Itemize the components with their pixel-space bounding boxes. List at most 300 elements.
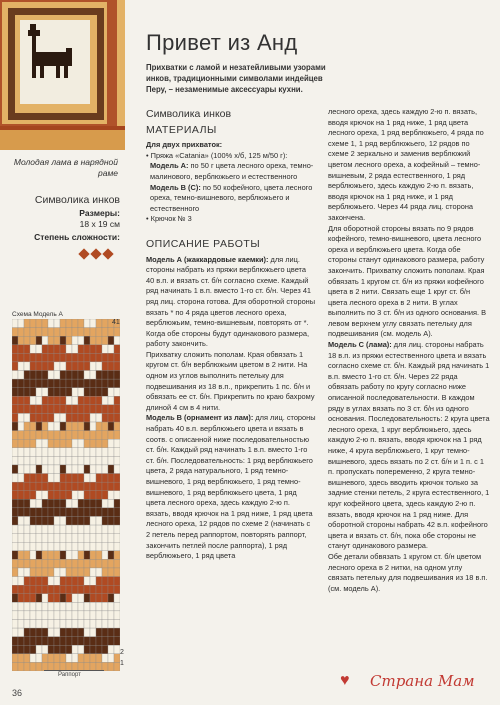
chart-cell [96, 345, 102, 354]
chart-cell [12, 465, 18, 474]
chart-cell [30, 345, 36, 354]
chart-cell [90, 585, 96, 594]
chart-cell [24, 353, 30, 362]
chart-cell [36, 413, 42, 422]
chart-cell [54, 371, 60, 380]
row-number-1: 1 [120, 660, 124, 667]
chart-cell [84, 568, 90, 577]
chart-cell [42, 602, 48, 611]
chart-cell [60, 516, 66, 525]
chart-cell [60, 379, 66, 388]
chart-cell [108, 619, 114, 628]
chart-cell [84, 499, 90, 508]
chart-cell [42, 542, 48, 551]
chart-cell [42, 448, 48, 457]
chart-cell [42, 345, 48, 354]
chart-cell [78, 491, 84, 500]
chart-cell [30, 491, 36, 500]
chart-cell [60, 362, 66, 371]
chart-cell [84, 474, 90, 483]
chart-cell [30, 353, 36, 362]
chart-cell [72, 619, 78, 628]
chart-cell [108, 405, 114, 414]
chart-cell [48, 628, 54, 637]
chart-cell [24, 345, 30, 354]
chart-cell [84, 319, 90, 328]
chart-cell [84, 345, 90, 354]
chart-cell [66, 336, 72, 345]
chart-cell [78, 405, 84, 414]
chart-cell [66, 508, 72, 517]
chart-cell [18, 508, 24, 517]
chart-cell [60, 431, 66, 440]
chart-cell [84, 551, 90, 560]
chart-cell [48, 637, 54, 646]
chart-cell [18, 353, 24, 362]
chart-cell [42, 465, 48, 474]
chart-cell [18, 499, 24, 508]
chart-cell [18, 654, 24, 663]
chart-cell [42, 508, 48, 517]
chart-cell [24, 628, 30, 637]
yarn-line: • Пряжа «Catania» (100% х/б, 125 м/50 г): [146, 150, 288, 160]
chart-cell [84, 336, 90, 345]
chart-cell [72, 482, 78, 491]
chart-cell [42, 439, 48, 448]
chart-cell [24, 456, 30, 465]
chart-cell [36, 422, 42, 431]
chart-cell [18, 413, 24, 422]
chart-cell [30, 379, 36, 388]
chart-cell [114, 345, 120, 354]
chart-cell [90, 336, 96, 345]
chart-cell [66, 577, 72, 586]
chart-cell [108, 662, 114, 671]
chart-cell [36, 336, 42, 345]
chart-cell [90, 594, 96, 603]
chart-cell [24, 371, 30, 380]
model-c-finish: Обе детали обвязать 1 кругом ст. б/н цветом лесного ореха в 2 нитки, на одном углу связать петельку для подвешивания из 18 в.п. (см. модель А). [328, 551, 488, 593]
chart-cell [66, 396, 72, 405]
chart-cell [102, 448, 108, 457]
chart-cell [18, 328, 24, 337]
chart-cell [18, 645, 24, 654]
chart-cell [54, 645, 60, 654]
chart-cell [84, 439, 90, 448]
chart-cell [24, 654, 30, 663]
chart-cell [90, 405, 96, 414]
chart-cell [12, 585, 18, 594]
chart-cell [12, 491, 18, 500]
chart-cell [48, 328, 54, 337]
chart-cell [48, 508, 54, 517]
chart-cell [18, 559, 24, 568]
chart-cell [42, 474, 48, 483]
chart-cell [96, 328, 102, 337]
chart-cell [84, 482, 90, 491]
chart-cell [36, 619, 42, 628]
chart-cell [30, 602, 36, 611]
chart-cell [30, 577, 36, 586]
chart-cell [102, 516, 108, 525]
chart-cell [48, 568, 54, 577]
chart-cell [90, 525, 96, 534]
chart-cell [24, 465, 30, 474]
chart-cell [96, 439, 102, 448]
chart-cell [24, 336, 30, 345]
chart-cell [30, 456, 36, 465]
chart-cell [60, 499, 66, 508]
chart-cell [84, 534, 90, 543]
chart-cell [36, 499, 42, 508]
chart-cell [36, 405, 42, 414]
chart-cell [18, 637, 24, 646]
chart-cell [24, 413, 30, 422]
chart-cell [12, 594, 18, 603]
chart-cell [48, 422, 54, 431]
chart-cell [84, 491, 90, 500]
chart-cell [84, 405, 90, 414]
chart-cell [96, 499, 102, 508]
chart-cell [36, 585, 42, 594]
chart-cell [114, 551, 120, 560]
chart-cell [102, 465, 108, 474]
chart-cell [90, 388, 96, 397]
chart-cell [24, 491, 30, 500]
chart-cell [36, 482, 42, 491]
chart-cell [12, 362, 18, 371]
work-title: ОПИСАНИЕ РАБОТЫ [146, 237, 261, 250]
materials-title: МАТЕРИАЛЫ [146, 123, 217, 136]
chart-cell [36, 379, 42, 388]
chart-cell [102, 619, 108, 628]
chart-cell [114, 465, 120, 474]
chart-cell [24, 611, 30, 620]
chart-cell [66, 637, 72, 646]
chart-cell [60, 448, 66, 457]
chart-cell [12, 482, 18, 491]
chart-cell [18, 431, 24, 440]
chart-cell [24, 319, 30, 328]
chart-cell [102, 611, 108, 620]
chart-cell [114, 474, 120, 483]
chart-cell [108, 551, 114, 560]
chart-cell [60, 645, 66, 654]
chart-cell [30, 465, 36, 474]
chart-cell [102, 422, 108, 431]
chart-cell [18, 396, 24, 405]
chart-cell [66, 413, 72, 422]
chart-cell [78, 345, 84, 354]
chart-cell [72, 602, 78, 611]
chart-cell [48, 474, 54, 483]
chart-cell [108, 465, 114, 474]
chart-cell [78, 619, 84, 628]
chart-cell [96, 619, 102, 628]
chart-cell [30, 585, 36, 594]
chart-cell [60, 654, 66, 663]
chart-cell [108, 525, 114, 534]
chart-cell [36, 439, 42, 448]
chart-cell [66, 619, 72, 628]
chart-cell [114, 448, 120, 457]
chart-cell [60, 371, 66, 380]
chart-cell [84, 362, 90, 371]
chart-cell [78, 551, 84, 560]
chart-cell [12, 431, 18, 440]
chart-cell [78, 396, 84, 405]
chart-cell [60, 594, 66, 603]
chart-cell [60, 568, 66, 577]
chart-cell [42, 594, 48, 603]
chart-cell [42, 654, 48, 663]
chart-cell [48, 405, 54, 414]
watermark: Страна Мам [370, 672, 475, 690]
chart-cell [12, 542, 18, 551]
chart-cell [84, 542, 90, 551]
chart-cell [72, 568, 78, 577]
chart-cell [24, 448, 30, 457]
chart-cell [78, 499, 84, 508]
chart-cell [114, 371, 120, 380]
chart-cell [30, 534, 36, 543]
chart-cell [72, 362, 78, 371]
chart-cell [18, 611, 24, 620]
chart-cell [36, 508, 42, 517]
chart-cell [90, 439, 96, 448]
chart-cell [66, 499, 72, 508]
chart-cell [48, 319, 54, 328]
chart-cell [18, 662, 24, 671]
chart-cell [78, 602, 84, 611]
chart-cell [36, 448, 42, 457]
chart-cell [54, 379, 60, 388]
chart-cell [54, 602, 60, 611]
chart-cell [12, 422, 18, 431]
chart-cell [12, 637, 18, 646]
chart-cell [102, 594, 108, 603]
chart-cell [108, 388, 114, 397]
chart-cell [42, 379, 48, 388]
chart-cell [36, 637, 42, 646]
chart-cell [54, 456, 60, 465]
chart-cell [12, 371, 18, 380]
chart-cell [54, 525, 60, 534]
chart-cell [72, 422, 78, 431]
chart-cell [36, 465, 42, 474]
chart-cell [114, 619, 120, 628]
chart-cell [102, 362, 108, 371]
chart-cell [30, 405, 36, 414]
chart-cell [12, 628, 18, 637]
chart-cell [102, 371, 108, 380]
chart-cell [66, 534, 72, 543]
chart-cell [48, 525, 54, 534]
chart-cell [12, 448, 18, 457]
chart-cell [24, 645, 30, 654]
chart-cell [72, 388, 78, 397]
chart-cell [18, 474, 24, 483]
chart-cell [48, 336, 54, 345]
chart-cell [54, 611, 60, 620]
chart-cell [108, 371, 114, 380]
chart-cell [72, 577, 78, 586]
chart-cell [36, 662, 42, 671]
chart-cell [24, 388, 30, 397]
chart-cell [54, 362, 60, 371]
chart-cell [96, 319, 102, 328]
chart-cell [72, 499, 78, 508]
chart-cell [90, 619, 96, 628]
chart-cell [54, 654, 60, 663]
chart-cell [30, 568, 36, 577]
chart-cell [102, 559, 108, 568]
chart-cell [96, 448, 102, 457]
chart-cell [96, 396, 102, 405]
chart-cell [66, 353, 72, 362]
chart-cell [90, 353, 96, 362]
chart-cell [12, 645, 18, 654]
chart-cell [42, 328, 48, 337]
chart-cell [42, 491, 48, 500]
chart-cell [30, 328, 36, 337]
chart-cell [30, 439, 36, 448]
chart-cell [66, 439, 72, 448]
chart-cell [114, 516, 120, 525]
chart-cell [66, 611, 72, 620]
chart-cell [54, 628, 60, 637]
chart-cell [72, 491, 78, 500]
chart-cell [18, 379, 24, 388]
chart-cell [18, 422, 24, 431]
chart-cell [84, 413, 90, 422]
chart-cell [78, 568, 84, 577]
chart-cell [96, 482, 102, 491]
chart-cell [18, 516, 24, 525]
chart-cell [60, 508, 66, 517]
chart-cell [30, 371, 36, 380]
chart-cell [108, 516, 114, 525]
chart-cell [12, 413, 18, 422]
chart-cell [96, 645, 102, 654]
chart-cell [48, 379, 54, 388]
chart-cell [48, 499, 54, 508]
chart-cell [48, 482, 54, 491]
chart-cell [60, 491, 66, 500]
chart-cell [96, 353, 102, 362]
chart-cell [102, 551, 108, 560]
chart-cell [18, 585, 24, 594]
chart-cell [24, 577, 30, 586]
chart-cell [18, 534, 24, 543]
chart-cell [84, 619, 90, 628]
chart-cell [24, 362, 30, 371]
chart-cell [84, 525, 90, 534]
chart-cell [114, 439, 120, 448]
chart-cell [12, 551, 18, 560]
chart-cell [24, 508, 30, 517]
chart-cell [54, 388, 60, 397]
chart-cell [78, 388, 84, 397]
chart-cell [12, 319, 18, 328]
chart-cell [42, 482, 48, 491]
chart-cell [54, 508, 60, 517]
chart-cell [48, 431, 54, 440]
chart-cell [48, 602, 54, 611]
chart-cell [66, 328, 72, 337]
chart-cell [90, 422, 96, 431]
chart-cell [30, 336, 36, 345]
chart-cell [30, 619, 36, 628]
chart-cell [72, 637, 78, 646]
chart-cell [102, 353, 108, 362]
chart-cell [72, 594, 78, 603]
chart-cell [30, 559, 36, 568]
chart-cell [108, 353, 114, 362]
chart-cell [42, 619, 48, 628]
chart-cell [114, 328, 120, 337]
diamond-icon [90, 248, 101, 259]
chart-cell [12, 405, 18, 414]
chart-cell [84, 602, 90, 611]
chart-cell [102, 577, 108, 586]
chart-cell [54, 577, 60, 586]
chart-cell [72, 628, 78, 637]
chart-cell [30, 422, 36, 431]
chart-cell [60, 345, 66, 354]
chart-cell [36, 628, 42, 637]
chart-cell [54, 559, 60, 568]
chart-cell [102, 388, 108, 397]
chart-cell [84, 456, 90, 465]
chart-cell [72, 534, 78, 543]
chart-cell [72, 396, 78, 405]
article-intro: Прихватки с ламой и незатейливыми узорами инков, традиционными символами индейцев Перу, – незаменимые аксессуары кухни. [146, 63, 326, 94]
chart-cell [90, 637, 96, 646]
chart-cell [42, 362, 48, 371]
chart-cell [42, 577, 48, 586]
chart-cell [78, 534, 84, 543]
chart-cell [60, 637, 66, 646]
chart-cell [90, 559, 96, 568]
chart-cell [114, 362, 120, 371]
chart-cell [90, 362, 96, 371]
chart-cell [30, 516, 36, 525]
chart-cell [36, 654, 42, 663]
chart-cell [90, 456, 96, 465]
chart-cell [66, 628, 72, 637]
chart-cell [72, 405, 78, 414]
page-number: 36 [12, 688, 23, 698]
chart-cell [102, 379, 108, 388]
chart-cell [30, 413, 36, 422]
chart-cell [66, 319, 72, 328]
chart-cell [42, 645, 48, 654]
chart-cell [24, 568, 30, 577]
chart-cell [48, 388, 54, 397]
chart-cell [72, 371, 78, 380]
size-label: Размеры: [79, 208, 120, 218]
chart-cell [60, 585, 66, 594]
chart-cell [96, 551, 102, 560]
chart-cell [54, 482, 60, 491]
chart-cell [48, 645, 54, 654]
column-2 [328, 107, 490, 594]
chart-cell [54, 448, 60, 457]
chart-cell [30, 628, 36, 637]
rapport-label: Раппорт [58, 672, 81, 678]
chart-cell [90, 328, 96, 337]
